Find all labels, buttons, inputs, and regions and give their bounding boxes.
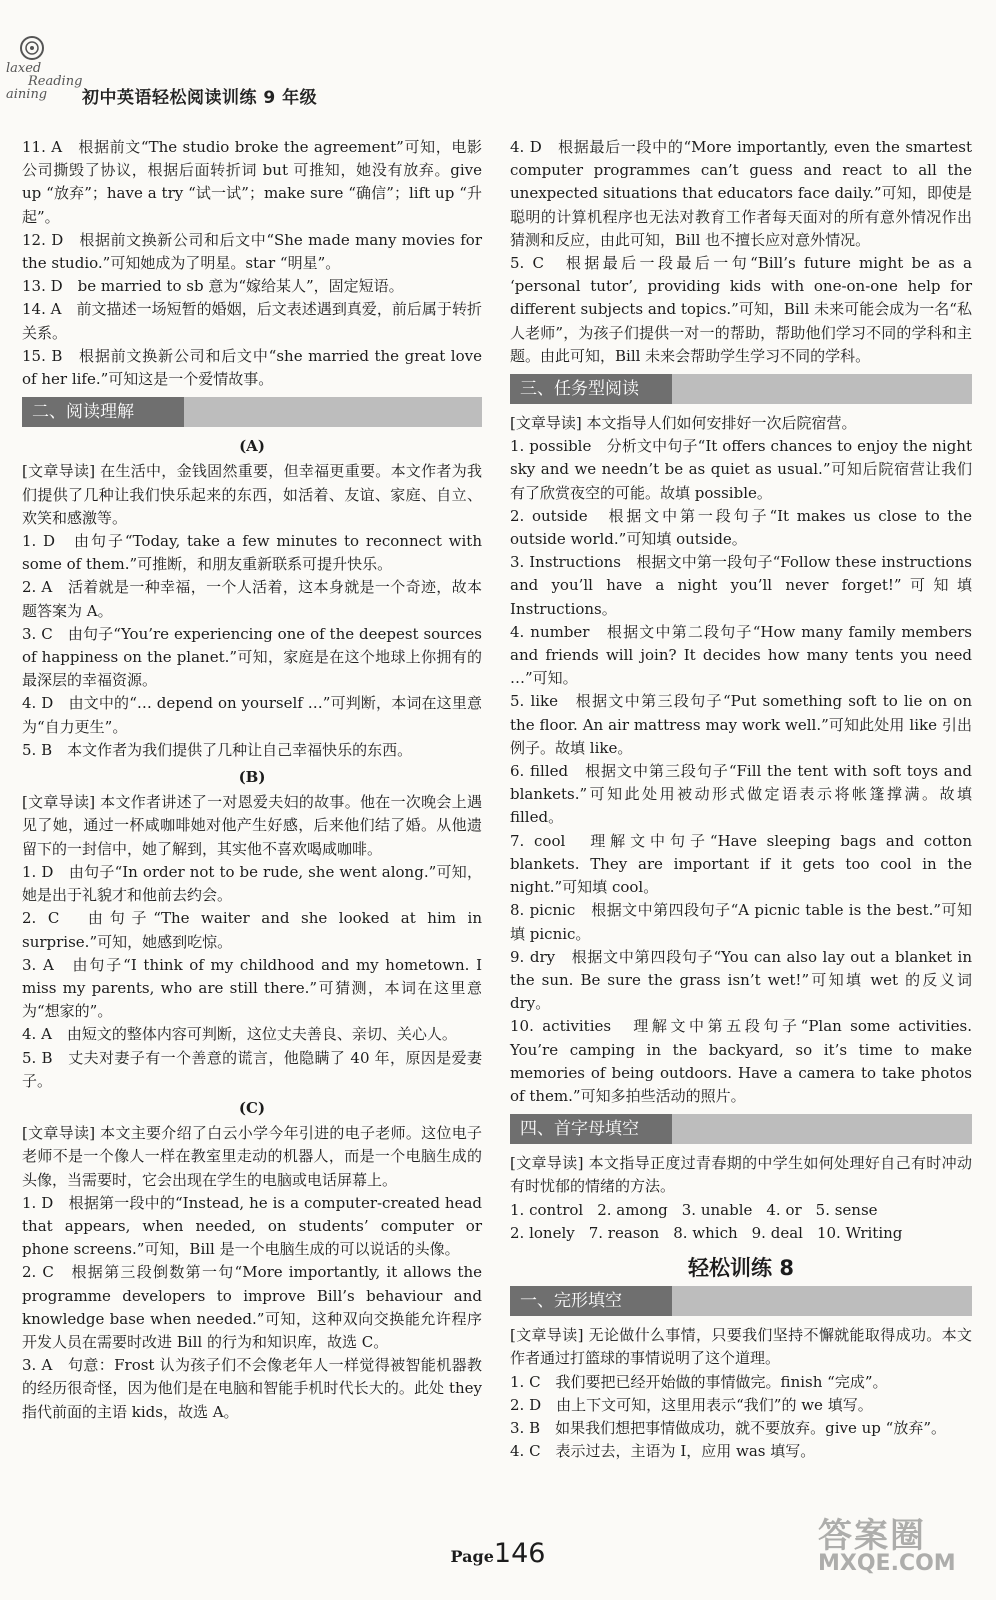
answer-item: 14. A 前文描述一场短暂的婚姻，后文表述遇到真爱，前后属于转折关系。 — [22, 300, 482, 342]
answer-item: 1. C 我们要把已经开始做的事情做完。finish “完成”。 — [510, 1372, 888, 1391]
answer-word: 3. unable — [681, 1200, 753, 1219]
answer-item: 5. B 本文作者为我们提供了几种让自己幸福快乐的东西。 — [22, 740, 413, 759]
left-column — [22, 136, 482, 1424]
answer-item: 2. C 由句子“The waiter and she looked at him in surprise.”可知，她感到吃惊。 — [22, 909, 482, 951]
svg-text:Reading: Reading — [28, 74, 82, 89]
answer-word: 4. or — [766, 1200, 802, 1219]
part-label-a: (A) — [239, 437, 265, 456]
page-label: Page — [450, 1547, 494, 1566]
answer-word: 1. control — [510, 1200, 584, 1219]
answer-item: 3. B 如果我们想把事情做成功，就不要放弃。give up “放弃”。 — [510, 1418, 946, 1437]
article-intro: [文章导读] 本文指导正度过青春期的中学生如何处理好自己有时冲动有时忧郁的情绪的方法。 — [510, 1154, 972, 1196]
answer-item: 3. Instructions 根据文中第一段句子“Follow these instructions and you’ll have a night you’ll never forget!”可知填 Instructions。 — [510, 553, 972, 618]
series-logo — [4, 28, 82, 104]
answer-item: 3. C 由句子“You’re experiencing one of the deepest sources of happiness on the planet.”可知，家庭是在这个地球上你拥有的最深层的幸福资源。 — [22, 624, 482, 690]
section-header-initial-letter — [510, 1114, 972, 1144]
answer-item: 10. activities 理解文中第五段句子“Plan some activities. You’re camping in the backyard, so it’s time to make memories of being outdoors. Have a camera to take photos of them.”可知多拍些活动的照片。 — [510, 1017, 972, 1105]
answer-item: 5. C 根据最后一段最后一句“Bill’s future might be as a ‘personal tutor’, providing kids with one-on-one help for different subjects and topics.”可知，Bill 未来可能会成为一名“私人老师”，为孩子们提供一对一的帮助，帮助他们学习不同的学科和主题。由此可知，Bill 未来会帮助学生学习不同的学科。 — [510, 254, 972, 365]
answer-word: 5. sense — [815, 1200, 878, 1219]
answer-word: 9. deal — [751, 1223, 803, 1242]
answer-word: 7. reason — [588, 1223, 660, 1242]
answer-item: 3. A 由句子“I think of my childhood and my hometown. I miss my parents, who are still there.”可猜测，本词在这里意为“想家的”。 — [22, 955, 482, 1021]
article-intro: [文章导读] 在生活中，金钱固然重要，但幸福更重要。本文作者为我们提供了几种让我们快乐起来的东西，如活着、友谊、家庭、自立、欢笑和感激等。 — [22, 462, 482, 527]
section-header-task-reading — [510, 374, 972, 404]
answer-item: 4. D 根据最后一段中的“More importantly, even the smartest computer programmes can’t guess and react to all the unexpected situations that educators face daily.”可知，即使是聪明的计算机程序也无法对教育工作者每天面对的所有意外情况作出猜测和反应，由此可知，Bill 也不擅长应对意外情况。 — [510, 138, 972, 249]
article-intro: [文章导读] 本文作者讲述了一对恩爱夫妇的故事。他在一次晚会上遇见了她，通过一杯咸咖啡她对他产生好感，后来他们结了婚。从他遗留下的一封信中，她了解到，其实他不喜欢喝咸咖啡。 — [22, 793, 482, 858]
answer-item: 1. D 由句子“In order not to be rude, she went along.”可知，她是出于礼貌才和他前去约会。 — [22, 862, 482, 905]
section-header-reading — [22, 397, 482, 427]
part-label-b: (B) — [238, 768, 266, 787]
answer-item: 2. outside 根据文中第一段句子“It makes us close to the outside world.”可知填 outside。 — [510, 506, 972, 549]
answer-word: 10. Writing — [816, 1223, 903, 1242]
article-intro: [文章导读] 无论做什么事情，只要我们坚持不懈就能取得成功。本文作者通过打篮球的事情说明了这个道理。 — [510, 1326, 972, 1368]
part-label-c: (C) — [238, 1098, 266, 1117]
article-intro: [文章导读] 本文主要介绍了白云小学今年引进的电子老师。这位电子老师不是一个像人一样在教室里走动的机器人，而是一个电脑生成的头像，当需要时，它会出现在学生的电脑或电话屏幕上。 — [22, 1124, 482, 1189]
answer-row — [510, 1199, 972, 1222]
answer-item: 2. A 活着就是一种幸福，一个人活着，这本身就是一个奇迹，故本题答案为 A。 — [22, 578, 482, 620]
section-title: 二、阅读理解 — [22, 397, 184, 427]
lesson-title: 轻松训练 8 — [688, 1255, 794, 1280]
answer-item: 5. like 根据文中第三段句子“Put something soft to lie on on the floor. An air mattress may work well.”可知此处用 like 引出例子。故填 like。 — [510, 692, 972, 757]
page-header — [0, 0, 996, 130]
answer-row — [510, 1222, 972, 1245]
answer-item: 2. D 由上下文可知，这里用表示“我们”的 we 填写。 — [510, 1395, 873, 1414]
answer-item: 12. D 根据前文换新公司和后文中“She made many movies for the studio.”可知她成为了明星。star “明星”。 — [22, 230, 482, 273]
watermark-text: 答案圈 — [818, 1516, 926, 1556]
section-title: 一、完形填空 — [510, 1286, 672, 1316]
answer-item: 15. B 根据前文换新公司和后文中“she married the great love of her life.”可知这是一个爱情故事。 — [22, 346, 482, 389]
answer-item: 1. D 由句子“Today, take a few minutes to reconnect with some of them.”可推断，和朋友重新联系可提升快乐。 — [22, 532, 482, 574]
answer-item: 6. filled 根据文中第三段句子“Fill the tent with soft toys and blankets.”可知此处用被动形式做定语表示将帐篷撑满。故填 filled。 — [510, 762, 972, 827]
answer-word: 2. lonely — [510, 1223, 575, 1242]
answer-item: 13. D be married to sb 意为“嫁给某人”，固定短语。 — [22, 277, 404, 296]
site-watermark — [818, 1508, 988, 1594]
answer-item: 7. cool 理解文中句子“Have sleeping bags and cotton blankets. They are important if it gets too cool in the night.”可知填 cool。 — [510, 831, 972, 897]
answer-item: 4. C 表示过去，主语为 I，应用 was 填写。 — [510, 1442, 816, 1461]
answer-item: 4. D 由文中的“… depend on yourself …”可判断，本词在这里意为“自力更生”。 — [22, 694, 482, 736]
answer-item: 2. C 根据第三段倒数第一句“More importantly, it allows the programme developers to improve Bill’s behaviour and knowledge base when needed.”可知，这种双向交换能允许程序开发人员在需要时改进 Bill 的行为和知识库，故选 C。 — [22, 1263, 482, 1351]
right-column — [510, 136, 972, 1463]
article-intro: [文章导读] 本文指导人们如何安排好一次后院宿营。 — [510, 414, 857, 433]
answer-item: 4. number 根据文中第二段句子“How many family members and friends will join? It decides how many tents you need …”可知。 — [510, 622, 972, 688]
answer-item: 11. A 根据前文“The studio broke the agreement”可知，电影公司撕毁了协议，根据后面转折词 but 可推知，她没有放弃。give up “放弃”；have a try “试一试”；make sure “确信”；lift up “升起”。 — [22, 138, 482, 226]
answer-word: 8. which — [673, 1223, 738, 1242]
answer-item: 1. D 根据第一段中的“Instead, he is a computer-created head that appears, when needed, on students’ computer or phone screens.”可知，Bill 是一个电脑生成的可以说话的头像。 — [22, 1193, 482, 1259]
section-title: 三、任务型阅读 — [510, 374, 672, 404]
page-number: 146 — [493, 1538, 546, 1569]
book-title: 初中英语轻松阅读训练 9 年级 — [82, 88, 318, 108]
answer-item: 3. A 句意：Frost 认为孩子们不会像老年人一样觉得被智能机器教的经历很奇怪，因为他们是在电脑和智能手机时代长大的。此处 they 指代前面的主语 kids，故选 A。 — [22, 1356, 482, 1421]
answer-word: 2. among — [597, 1200, 668, 1219]
svg-text:laxed: laxed — [6, 61, 42, 76]
answer-item: 5. B 丈夫对妻子有一个善意的谎言，他隐瞒了 40 年，原因是爱妻子。 — [22, 1048, 482, 1090]
answer-item: 1. possible 分析文中句子“It offers chances to enjoy the night sky and we needn’t be as quiet as usual.”可知后院宿营让我们有了欣赏夜空的可能。故填 possible。 — [510, 437, 972, 502]
watermark-url: MXQE.COM — [818, 1551, 956, 1576]
answer-item: 9. dry 根据文中第四段句子“You can also lay out a blanket in the sun. Be sure the grass isn’t wet!”可知填 wet 的反义词 dry。 — [510, 947, 972, 1013]
section-header-cloze — [510, 1286, 972, 1316]
section-title: 四、首字母填空 — [510, 1114, 672, 1144]
answer-item: 8. picnic 根据文中第四段句子“A picnic table is the best.”可知填 picnic。 — [510, 901, 972, 943]
svg-text:aining: aining — [6, 87, 48, 102]
answer-item: 4. A 由短文的整体内容可判断，这位丈夫善良、亲切、关心人。 — [22, 1025, 457, 1044]
